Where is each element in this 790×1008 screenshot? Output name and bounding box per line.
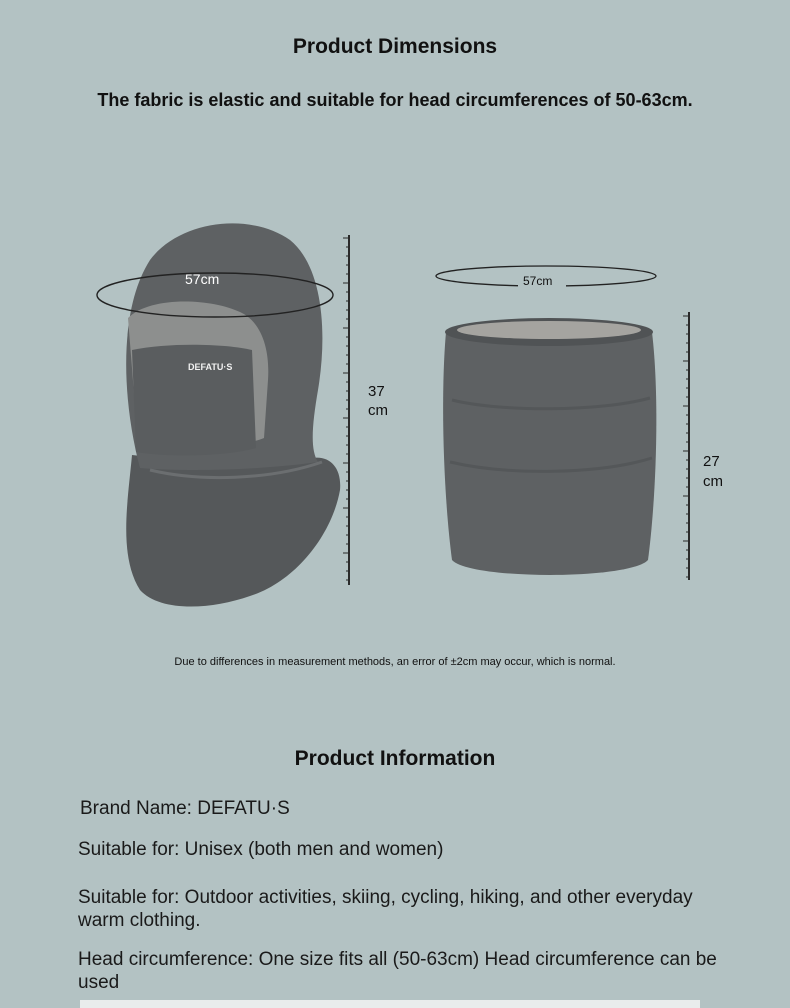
gaiter-height-value: 27 xyxy=(703,453,720,470)
balaclava-brand-tag: DEFATU·S xyxy=(188,362,233,372)
balaclava-height-ruler xyxy=(343,235,349,585)
balaclava-height-unit: cm xyxy=(368,402,388,419)
information-title: Product Information xyxy=(294,747,496,770)
dimensions-subtitle: The fabric is elastic and suitable for head circumferences of 50-63cm. xyxy=(97,90,693,110)
product-illustration xyxy=(0,200,790,620)
gaiter-image xyxy=(443,318,656,575)
suitable-gender-line: Suitable for: Unisex (both men and women) xyxy=(78,839,444,860)
suitable-activities-line: Suitable for: Outdoor activities, skiing, cycling, hiking, and other everyday warm clothing. xyxy=(78,887,693,931)
gaiter-height-unit: cm xyxy=(703,473,723,490)
gaiter-lining xyxy=(457,321,641,339)
bottom-divider xyxy=(80,1000,700,1008)
head-circumference-line: Head circumference: One size fits all (50-63cm) Head circumference can be used xyxy=(78,949,717,993)
gaiter-height-ruler xyxy=(683,312,689,580)
brand-name-line: Brand Name: DEFATU·S xyxy=(80,798,290,819)
balaclava-height-value: 37 xyxy=(368,383,385,400)
gaiter-circumference-label: 57cm xyxy=(523,274,553,288)
balaclava-image xyxy=(97,223,340,606)
measurement-note: Due to differences in measurement methods, an error of ±2cm may occur, which is normal. xyxy=(174,656,616,668)
dimensions-title: Product Dimensions xyxy=(292,35,498,58)
gaiter-body xyxy=(443,332,656,575)
balaclava-circumference-label: 57cm xyxy=(185,271,220,287)
